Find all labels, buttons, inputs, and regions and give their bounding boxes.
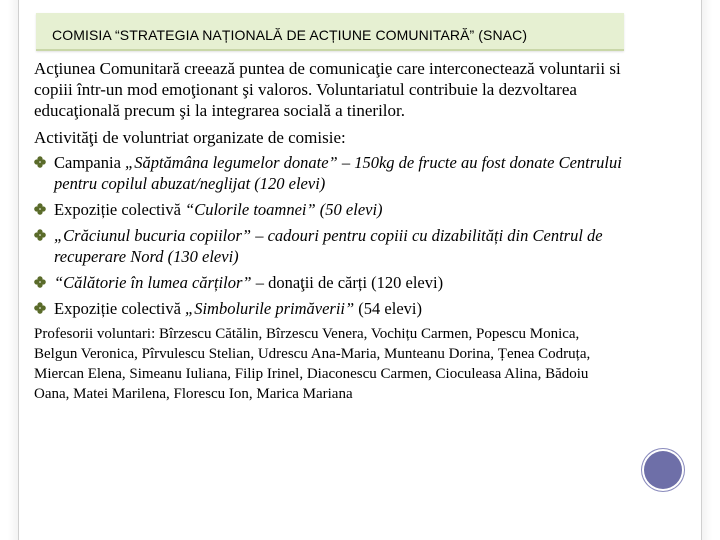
activity-suffix: (54 elevi): [354, 299, 422, 318]
activity-italic: “Culorile toamnei” (50 elevi): [185, 200, 383, 219]
activity-suffix: – donaţii de cărți (120 elevi): [251, 273, 444, 292]
activity-prefix: Campania: [54, 153, 126, 172]
activities-list: [34, 152, 629, 319]
activity-item: [34, 272, 629, 293]
diamond-clover-bullet-icon: [34, 156, 46, 168]
intro-paragraph: Acţiunea Comunitară creează puntea de comunicaţie care interconectează voluntarii si copiii într-un mod emoţionant şi valoros. Voluntariatul contribuie la dezvoltarea educaţională precum şi la integrarea socială a tinerilor.: [34, 59, 621, 120]
diamond-clover-bullet-icon: [34, 203, 46, 215]
decorative-circle: [642, 449, 684, 491]
activity-item: [34, 225, 629, 267]
title-bar: [36, 13, 624, 51]
activities-heading: Activităţi de voluntriat organizate de comisie:: [34, 128, 346, 147]
activity-prefix: Expoziție colectivă: [54, 200, 186, 219]
slide-title: COMISIA “STRATEGIA NAȚIONALĂ DE ACȚIUNE COMUNITARĂ” (SNAC): [52, 27, 528, 43]
volunteer-professors: Profesorii voluntari: Bîrzescu Cătălin, Bîrzescu Venera, Vochițu Carmen, Popescu Monica, Belgun Veronica, Pîrvulescu Stelian, Udrescu Ana-Maria, Munteanu Dorina, Țenea Codruța, Miercan Elena, Simeanu Iuliana, Filip Irinel, Diaconescu Carmen, Cioculeasa Alina, Bădoiu Oana, Matei Marilena, Florescu Ion, Marica Mariana: [34, 326, 591, 402]
activity-italic: „Crăciunul bucuria copiilor” – cadouri pentru copiii cu dizabilități din Centrul de recuperare Nord (130 elevi): [54, 226, 603, 266]
diamond-clover-bullet-icon: [34, 302, 46, 314]
slide-content: [34, 58, 629, 404]
activity-prefix: Expoziție colectivă: [54, 299, 186, 318]
diamond-clover-bullet-icon: [34, 229, 46, 241]
activity-item: [34, 199, 629, 220]
slide-frame-right: [701, 0, 712, 540]
activity-item: [34, 152, 629, 194]
activity-italic: “Călătorie în lumea cărților”: [54, 273, 252, 292]
activity-item: [34, 298, 629, 319]
activity-italic: „Simbolurile primăverii”: [185, 299, 355, 318]
activity-italic: „Săptămâna legumelor donate” – 150kg de fructe au fost donate Centrului pentru copilul abuzat/neglijat (120 elevi): [54, 153, 622, 193]
diamond-clover-bullet-icon: [34, 276, 46, 288]
slide-frame-left: [8, 0, 19, 540]
